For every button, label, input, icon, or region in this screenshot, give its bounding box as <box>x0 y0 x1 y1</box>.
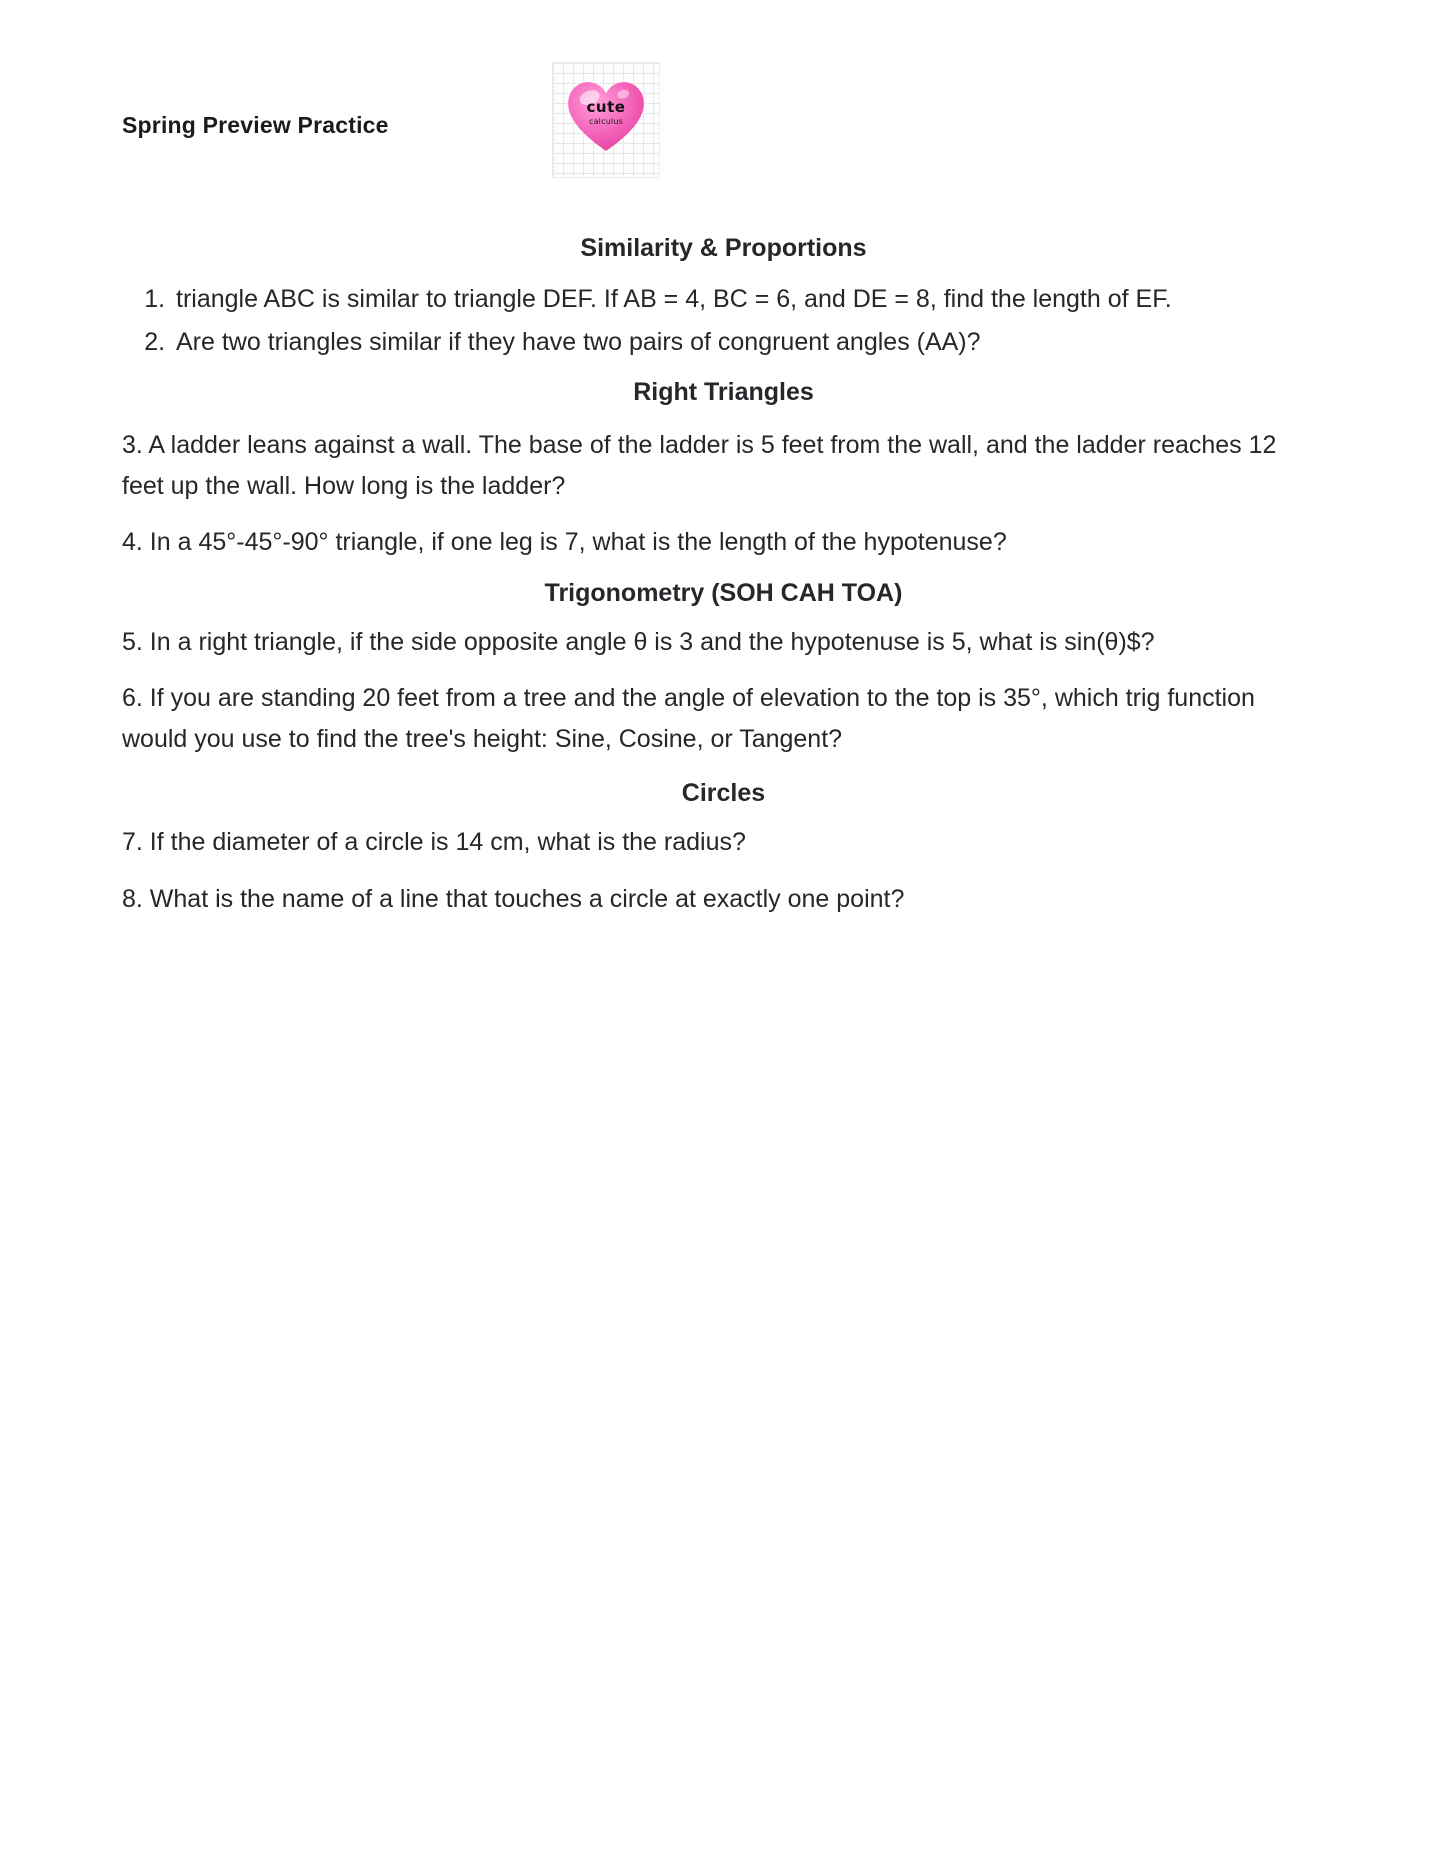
question-4: 4. In a 45°-45°-90° triangle, if one leg is 7, what is the length of the hypotenuse? <box>122 528 1007 556</box>
question-6: 6. If you are standing 20 feet from a tree and the angle of elevation to the top is 35°, which trig function would you use to find the tree's height: Sine, Cosine, or Tangent? <box>122 684 1255 753</box>
logo <box>552 62 660 178</box>
section-heading-right-triangles: Right Triangles <box>633 378 814 406</box>
heart-icon <box>563 75 649 161</box>
document-body <box>0 236 1445 919</box>
section-heading-circles: Circles <box>681 779 766 807</box>
question-3: 3. A ladder leans against a wall. The base of the ladder is 5 feet from the wall, and the ladder reaches 12 feet up the wall. How long is the ladder? <box>122 431 1277 500</box>
logo-word-cute: cute <box>586 98 626 116</box>
page-title: Spring Preview Practice <box>122 112 389 138</box>
list-item: 1. triangle ABC is similar to triangle DEF. If AB = 4, BC = 6, and DE = 8, find the length of EF. <box>172 279 1325 320</box>
list-item: 2. Are two triangles similar if they have two pairs of congruent angles (AA)? <box>172 322 1325 363</box>
logo-word-calculus: calculus <box>588 117 624 126</box>
similarity-question-list <box>122 279 1325 362</box>
document-header <box>0 0 1445 200</box>
question-8: 8. What is the name of a line that touches a circle at exactly one point? <box>122 884 905 913</box>
section-heading-trigonometry: Trigonometry (SOH CAH TOA) <box>544 578 903 607</box>
section-heading-similarity: Similarity & Proportions <box>580 234 867 262</box>
question-5: 5. In a right triangle, if the side opposite angle θ is 3 and the hypotenuse is 5, what is sin(θ)$? <box>122 627 1155 656</box>
question-7: 7. If the diameter of a circle is 14 cm, what is the radius? <box>122 828 746 856</box>
